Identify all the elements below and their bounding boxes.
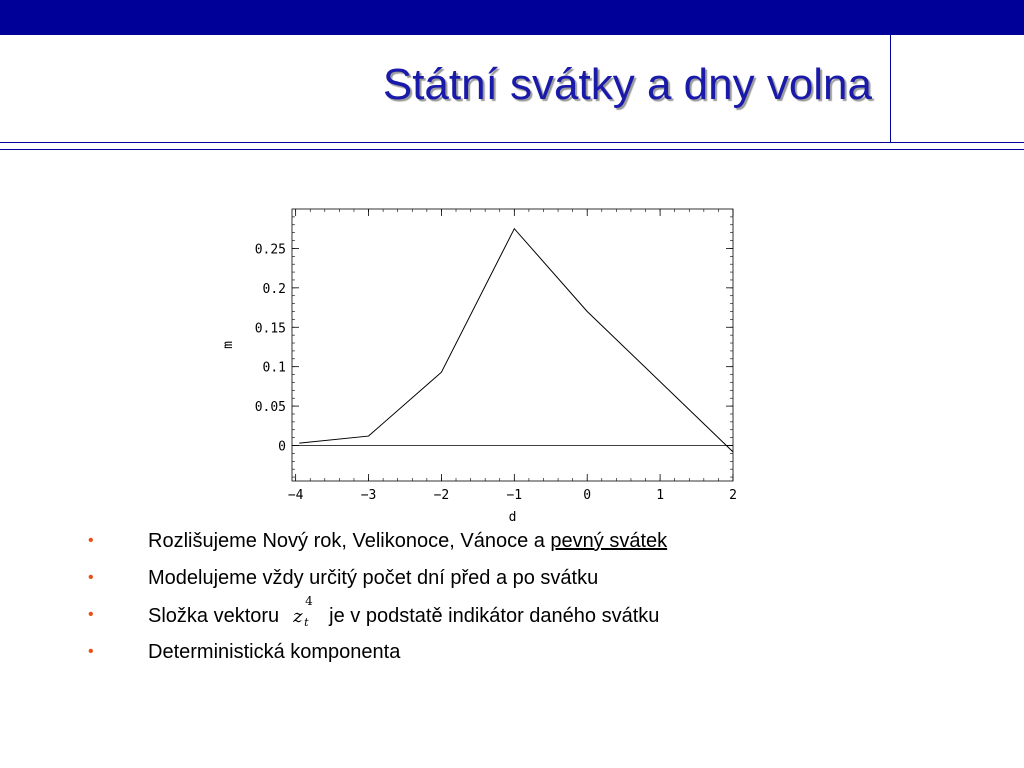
bullet-dot: • bbox=[88, 606, 94, 623]
bullet-dot: • bbox=[88, 643, 94, 660]
bullet-text: Deterministická komponenta bbox=[148, 641, 401, 663]
title-rule-secondary bbox=[0, 149, 1024, 150]
y-axis-label: m bbox=[221, 341, 236, 349]
x-tick-label: 1 bbox=[656, 488, 665, 503]
x-tick-label: −4 bbox=[287, 488, 304, 503]
slide-title: Státní svátky a dny volna bbox=[382, 60, 872, 109]
title-rule bbox=[0, 142, 1024, 143]
x-axis-label: d bbox=[508, 510, 517, 525]
bullet-dot: • bbox=[88, 569, 94, 586]
x-tick-label: −2 bbox=[433, 488, 450, 503]
series-line bbox=[299, 229, 733, 452]
x-tick-label: −3 bbox=[360, 488, 377, 503]
tick-labels bbox=[255, 242, 737, 503]
top-bar bbox=[0, 0, 1024, 35]
plot-border bbox=[292, 209, 733, 481]
x-tick-label: 0 bbox=[583, 488, 592, 503]
bullet-text: Složka vektoru z 4 t je v podstatě indikátor daného svátku bbox=[148, 594, 660, 629]
underlined-term: pevný svátek bbox=[550, 530, 668, 552]
bullet-dot: • bbox=[88, 532, 94, 549]
line-chart bbox=[215, 200, 755, 530]
series bbox=[299, 229, 733, 452]
y-tick-label: 0.1 bbox=[262, 360, 286, 376]
title-divider bbox=[890, 35, 891, 142]
bullet-text: Rozlišujeme Nový rok, Velikonoce, Vánoce a pevný svátek bbox=[148, 530, 668, 552]
y-tick-label: 0.15 bbox=[254, 321, 286, 337]
y-tick-label: 0.25 bbox=[254, 242, 286, 258]
x-tick-label: 2 bbox=[729, 488, 737, 503]
bullet-text: Modelujeme vždy určitý počet dní před a po svátku bbox=[148, 567, 599, 589]
plot-frame bbox=[292, 209, 733, 481]
x-tick-label: −1 bbox=[506, 488, 523, 503]
y-tick-label: 0.05 bbox=[254, 400, 286, 416]
y-tick-label: 0.2 bbox=[262, 281, 286, 297]
math-symbol: z 4 t bbox=[293, 594, 313, 629]
y-tick-label: 0 bbox=[278, 439, 286, 455]
tick-marks bbox=[292, 209, 733, 481]
